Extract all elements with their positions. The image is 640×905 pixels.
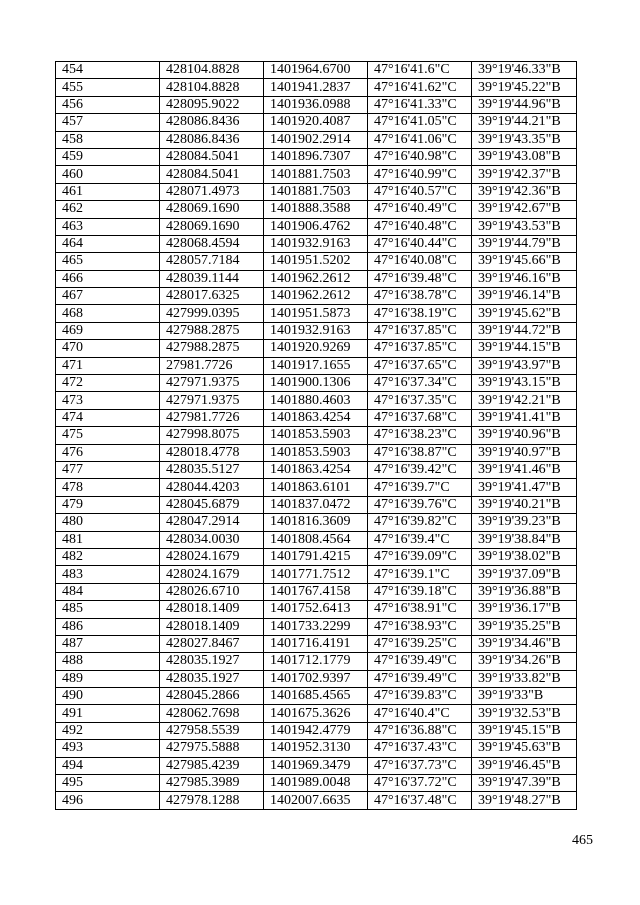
x-coordinate-cell: 428024.1679: [160, 566, 264, 583]
latitude-cell: 47°16'38.78"С: [368, 288, 472, 305]
y-coordinate-cell: 1401716.4191: [264, 635, 368, 652]
longitude-cell: 39°19'46.45"В: [472, 757, 577, 774]
point-number-cell: 496: [56, 792, 160, 809]
x-coordinate-cell: 428068.4594: [160, 235, 264, 252]
table-row: [56, 514, 577, 531]
x-coordinate-cell: 427981.7726: [160, 409, 264, 426]
table-row: [56, 653, 577, 670]
point-number-cell: 495: [56, 775, 160, 792]
point-number-cell: 493: [56, 740, 160, 757]
longitude-cell: 39°19'40.97"В: [472, 444, 577, 461]
table-row: [56, 357, 577, 374]
longitude-cell: 39°19'36.17"В: [472, 601, 577, 618]
x-coordinate-cell: 428027.8467: [160, 635, 264, 652]
table-row: [56, 496, 577, 513]
table-row: [56, 548, 577, 565]
longitude-cell: 39°19'43.53"В: [472, 218, 577, 235]
table-row: [56, 183, 577, 200]
point-number-cell: 457: [56, 114, 160, 131]
longitude-cell: 39°19'44.96"В: [472, 96, 577, 113]
table-row: [56, 322, 577, 339]
table-row: [56, 166, 577, 183]
point-number-cell: 476: [56, 444, 160, 461]
longitude-cell: 39°19'37.09"В: [472, 566, 577, 583]
table-row: [56, 479, 577, 496]
point-number-cell: 465: [56, 253, 160, 270]
x-coordinate-cell: 428026.6710: [160, 583, 264, 600]
x-coordinate-cell: 428018.1409: [160, 601, 264, 618]
table-row: [56, 635, 577, 652]
longitude-cell: 39°19'46.33"В: [472, 62, 577, 79]
x-coordinate-cell: 428071.4973: [160, 183, 264, 200]
page-number: 465: [572, 833, 593, 848]
longitude-cell: 39°19'44.21"В: [472, 114, 577, 131]
longitude-cell: 39°19'38.02"В: [472, 548, 577, 565]
table-row: [56, 566, 577, 583]
latitude-cell: 47°16'37.43"С: [368, 740, 472, 757]
latitude-cell: 47°16'38.23"С: [368, 427, 472, 444]
longitude-cell: 39°19'42.36"В: [472, 183, 577, 200]
point-number-cell: 491: [56, 705, 160, 722]
longitude-cell: 39°19'32.53"В: [472, 705, 577, 722]
longitude-cell: 39°19'42.21"В: [472, 392, 577, 409]
longitude-cell: 39°19'42.67"В: [472, 201, 577, 218]
point-number-cell: 490: [56, 688, 160, 705]
table-row: [56, 409, 577, 426]
x-coordinate-cell: 427978.1288: [160, 792, 264, 809]
table-row: [56, 670, 577, 687]
point-number-cell: 479: [56, 496, 160, 513]
longitude-cell: 39°19'43.97"В: [472, 357, 577, 374]
y-coordinate-cell: 1401952.3130: [264, 740, 368, 757]
point-number-cell: 482: [56, 548, 160, 565]
x-coordinate-cell: 428034.0030: [160, 531, 264, 548]
latitude-cell: 47°16'40.48"С: [368, 218, 472, 235]
latitude-cell: 47°16'39.82"С: [368, 514, 472, 531]
y-coordinate-cell: 1401932.9163: [264, 235, 368, 252]
point-number-cell: 454: [56, 62, 160, 79]
point-number-cell: 480: [56, 514, 160, 531]
latitude-cell: 47°16'38.87"С: [368, 444, 472, 461]
x-coordinate-cell: 428024.1679: [160, 548, 264, 565]
longitude-cell: 39°19'45.63"В: [472, 740, 577, 757]
x-coordinate-cell: 428086.8436: [160, 131, 264, 148]
longitude-cell: 39°19'45.15"В: [472, 722, 577, 739]
y-coordinate-cell: 1401920.9269: [264, 340, 368, 357]
y-coordinate-cell: 1401962.2612: [264, 270, 368, 287]
table-row: [56, 148, 577, 165]
table-row: [56, 235, 577, 252]
y-coordinate-cell: 1401902.2914: [264, 131, 368, 148]
x-coordinate-cell: 428069.1690: [160, 218, 264, 235]
longitude-cell: 39°19'47.39"В: [472, 775, 577, 792]
y-coordinate-cell: 1401837.0472: [264, 496, 368, 513]
latitude-cell: 47°16'40.44"С: [368, 235, 472, 252]
x-coordinate-cell: 428018.1409: [160, 618, 264, 635]
longitude-cell: 39°19'46.14"В: [472, 288, 577, 305]
x-coordinate-cell: 427985.4239: [160, 757, 264, 774]
point-number-cell: 456: [56, 96, 160, 113]
longitude-cell: 39°19'33"В: [472, 688, 577, 705]
table-row: [56, 792, 577, 809]
table-row: [56, 740, 577, 757]
x-coordinate-cell: 428047.2914: [160, 514, 264, 531]
point-number-cell: 478: [56, 479, 160, 496]
table-row: [56, 444, 577, 461]
point-number-cell: 481: [56, 531, 160, 548]
latitude-cell: 47°16'41.62"С: [368, 79, 472, 96]
table-row: [56, 340, 577, 357]
x-coordinate-cell: 427958.5539: [160, 722, 264, 739]
x-coordinate-cell: 428017.6325: [160, 288, 264, 305]
table-row: [56, 601, 577, 618]
latitude-cell: 47°16'39.49"С: [368, 653, 472, 670]
latitude-cell: 47°16'39.18"С: [368, 583, 472, 600]
longitude-cell: 39°19'41.41"В: [472, 409, 577, 426]
point-number-cell: 466: [56, 270, 160, 287]
longitude-cell: 39°19'34.26"В: [472, 653, 577, 670]
latitude-cell: 47°16'40.08"С: [368, 253, 472, 270]
latitude-cell: 47°16'41.06"С: [368, 131, 472, 148]
y-coordinate-cell: 1401969.3479: [264, 757, 368, 774]
point-number-cell: 487: [56, 635, 160, 652]
y-coordinate-cell: 1401881.7503: [264, 183, 368, 200]
table-row: [56, 79, 577, 96]
latitude-cell: 47°16'39.76"С: [368, 496, 472, 513]
y-coordinate-cell: 1401896.7307: [264, 148, 368, 165]
longitude-cell: 39°19'36.88"В: [472, 583, 577, 600]
x-coordinate-cell: 428086.8436: [160, 114, 264, 131]
y-coordinate-cell: 1401853.5903: [264, 444, 368, 461]
table-row: [56, 392, 577, 409]
latitude-cell: 47°16'38.93"С: [368, 618, 472, 635]
point-number-cell: 477: [56, 461, 160, 478]
y-coordinate-cell: 1401816.3609: [264, 514, 368, 531]
table-row: [56, 775, 577, 792]
x-coordinate-cell: 427988.2875: [160, 322, 264, 339]
table-row: [56, 62, 577, 79]
x-coordinate-cell: 427971.9375: [160, 375, 264, 392]
table-row: [56, 288, 577, 305]
point-number-cell: 492: [56, 722, 160, 739]
latitude-cell: 47°16'39.83"С: [368, 688, 472, 705]
longitude-cell: 39°19'41.46"В: [472, 461, 577, 478]
point-number-cell: 461: [56, 183, 160, 200]
y-coordinate-cell: 1401733.2299: [264, 618, 368, 635]
x-coordinate-cell: 428045.2866: [160, 688, 264, 705]
table-row: [56, 705, 577, 722]
y-coordinate-cell: 1401920.4087: [264, 114, 368, 131]
point-number-cell: 489: [56, 670, 160, 687]
table-row: [56, 131, 577, 148]
point-number-cell: 468: [56, 305, 160, 322]
point-number-cell: 486: [56, 618, 160, 635]
y-coordinate-cell: 1401675.3626: [264, 705, 368, 722]
latitude-cell: 47°16'37.72"С: [368, 775, 472, 792]
y-coordinate-cell: 1401863.6101: [264, 479, 368, 496]
point-number-cell: 484: [56, 583, 160, 600]
point-number-cell: 460: [56, 166, 160, 183]
y-coordinate-cell: 1401941.2837: [264, 79, 368, 96]
table-row: [56, 461, 577, 478]
x-coordinate-cell: 428018.4778: [160, 444, 264, 461]
x-coordinate-cell: 428095.9022: [160, 96, 264, 113]
x-coordinate-cell: 428104.8828: [160, 79, 264, 96]
x-coordinate-cell: 428069.1690: [160, 201, 264, 218]
latitude-cell: 47°16'39.25"С: [368, 635, 472, 652]
x-coordinate-cell: 427975.5888: [160, 740, 264, 757]
longitude-cell: 39°19'48.27"В: [472, 792, 577, 809]
point-number-cell: 463: [56, 218, 160, 235]
longitude-cell: 39°19'43.35"В: [472, 131, 577, 148]
latitude-cell: 47°16'39.1"С: [368, 566, 472, 583]
latitude-cell: 47°16'40.49"С: [368, 201, 472, 218]
latitude-cell: 47°16'40.99"С: [368, 166, 472, 183]
latitude-cell: 47°16'39.42"С: [368, 461, 472, 478]
longitude-cell: 39°19'38.84"В: [472, 531, 577, 548]
x-coordinate-cell: 428084.5041: [160, 166, 264, 183]
longitude-cell: 39°19'43.08"В: [472, 148, 577, 165]
point-number-cell: 485: [56, 601, 160, 618]
longitude-cell: 39°19'40.21"В: [472, 496, 577, 513]
x-coordinate-cell: 428039.1144: [160, 270, 264, 287]
y-coordinate-cell: 1401951.5202: [264, 253, 368, 270]
y-coordinate-cell: 1401881.7503: [264, 166, 368, 183]
y-coordinate-cell: 1401791.4215: [264, 548, 368, 565]
point-number-cell: 494: [56, 757, 160, 774]
point-number-cell: 464: [56, 235, 160, 252]
coordinates-table-body: [56, 62, 577, 810]
y-coordinate-cell: 1401808.4564: [264, 531, 368, 548]
x-coordinate-cell: 427998.8075: [160, 427, 264, 444]
point-number-cell: 474: [56, 409, 160, 426]
latitude-cell: 47°16'40.4"С: [368, 705, 472, 722]
point-number-cell: 483: [56, 566, 160, 583]
longitude-cell: 39°19'45.22"В: [472, 79, 577, 96]
table-row: [56, 96, 577, 113]
y-coordinate-cell: 1401685.4565: [264, 688, 368, 705]
point-number-cell: 462: [56, 201, 160, 218]
latitude-cell: 47°16'39.09"С: [368, 548, 472, 565]
latitude-cell: 47°16'40.57"С: [368, 183, 472, 200]
y-coordinate-cell: 1401863.4254: [264, 409, 368, 426]
longitude-cell: 39°19'46.16"В: [472, 270, 577, 287]
longitude-cell: 39°19'44.15"В: [472, 340, 577, 357]
y-coordinate-cell: 1401752.6413: [264, 601, 368, 618]
y-coordinate-cell: 1401989.0048: [264, 775, 368, 792]
x-coordinate-cell: 427985.3989: [160, 775, 264, 792]
latitude-cell: 47°16'41.33"С: [368, 96, 472, 113]
table-row: [56, 427, 577, 444]
x-coordinate-cell: 428062.7698: [160, 705, 264, 722]
longitude-cell: 39°19'44.79"В: [472, 235, 577, 252]
x-coordinate-cell: 428084.5041: [160, 148, 264, 165]
table-row: [56, 531, 577, 548]
latitude-cell: 47°16'37.68"С: [368, 409, 472, 426]
y-coordinate-cell: 1401853.5903: [264, 427, 368, 444]
point-number-cell: 488: [56, 653, 160, 670]
x-coordinate-cell: 428057.7184: [160, 253, 264, 270]
latitude-cell: 47°16'37.85"С: [368, 340, 472, 357]
latitude-cell: 47°16'40.98"С: [368, 148, 472, 165]
latitude-cell: 47°16'39.49"С: [368, 670, 472, 687]
latitude-cell: 47°16'37.35"С: [368, 392, 472, 409]
table-row: [56, 722, 577, 739]
latitude-cell: 47°16'39.48"С: [368, 270, 472, 287]
y-coordinate-cell: 1401900.1306: [264, 375, 368, 392]
longitude-cell: 39°19'35.25"В: [472, 618, 577, 635]
table-row: [56, 305, 577, 322]
coordinates-table: [55, 61, 577, 810]
latitude-cell: 47°16'39.7"С: [368, 479, 472, 496]
point-number-cell: 472: [56, 375, 160, 392]
longitude-cell: 39°19'43.15"В: [472, 375, 577, 392]
y-coordinate-cell: 1401936.0988: [264, 96, 368, 113]
table-row: [56, 688, 577, 705]
x-coordinate-cell: 427999.0395: [160, 305, 264, 322]
table-row: [56, 253, 577, 270]
table-row: [56, 757, 577, 774]
table-row: [56, 618, 577, 635]
point-number-cell: 459: [56, 148, 160, 165]
latitude-cell: 47°16'38.91"С: [368, 601, 472, 618]
x-coordinate-cell: 428035.1927: [160, 670, 264, 687]
longitude-cell: 39°19'45.62"В: [472, 305, 577, 322]
table-row: [56, 114, 577, 131]
latitude-cell: 47°16'37.73"С: [368, 757, 472, 774]
point-number-cell: 471: [56, 357, 160, 374]
y-coordinate-cell: 1401942.4779: [264, 722, 368, 739]
point-number-cell: 467: [56, 288, 160, 305]
y-coordinate-cell: 1401863.4254: [264, 461, 368, 478]
table-row: [56, 583, 577, 600]
latitude-cell: 47°16'41.05"С: [368, 114, 472, 131]
x-coordinate-cell: 428035.5127: [160, 461, 264, 478]
longitude-cell: 39°19'33.82"В: [472, 670, 577, 687]
y-coordinate-cell: 1401964.6700: [264, 62, 368, 79]
y-coordinate-cell: 1401962.2612: [264, 288, 368, 305]
y-coordinate-cell: 1401712.1779: [264, 653, 368, 670]
longitude-cell: 39°19'41.47"В: [472, 479, 577, 496]
longitude-cell: 39°19'45.66"В: [472, 253, 577, 270]
point-number-cell: 458: [56, 131, 160, 148]
latitude-cell: 47°16'37.65"С: [368, 357, 472, 374]
y-coordinate-cell: 1401932.9163: [264, 322, 368, 339]
latitude-cell: 47°16'37.48"С: [368, 792, 472, 809]
x-coordinate-cell: 428045.6879: [160, 496, 264, 513]
x-coordinate-cell: 428035.1927: [160, 653, 264, 670]
latitude-cell: 47°16'41.6"С: [368, 62, 472, 79]
y-coordinate-cell: 1402007.6635: [264, 792, 368, 809]
point-number-cell: 469: [56, 322, 160, 339]
x-coordinate-cell: 27981.7726: [160, 357, 264, 374]
y-coordinate-cell: 1401951.5873: [264, 305, 368, 322]
latitude-cell: 47°16'37.34"С: [368, 375, 472, 392]
latitude-cell: 47°16'39.4"С: [368, 531, 472, 548]
y-coordinate-cell: 1401917.1655: [264, 357, 368, 374]
x-coordinate-cell: 427971.9375: [160, 392, 264, 409]
table-row: [56, 201, 577, 218]
longitude-cell: 39°19'44.72"В: [472, 322, 577, 339]
y-coordinate-cell: 1401771.7512: [264, 566, 368, 583]
y-coordinate-cell: 1401702.9397: [264, 670, 368, 687]
point-number-cell: 475: [56, 427, 160, 444]
latitude-cell: 47°16'36.88"С: [368, 722, 472, 739]
longitude-cell: 39°19'42.37"В: [472, 166, 577, 183]
longitude-cell: 39°19'39.23"В: [472, 514, 577, 531]
y-coordinate-cell: 1401767.4158: [264, 583, 368, 600]
y-coordinate-cell: 1401906.4762: [264, 218, 368, 235]
point-number-cell: 455: [56, 79, 160, 96]
x-coordinate-cell: 427988.2875: [160, 340, 264, 357]
y-coordinate-cell: 1401880.4603: [264, 392, 368, 409]
y-coordinate-cell: 1401888.3588: [264, 201, 368, 218]
table-row: [56, 218, 577, 235]
longitude-cell: 39°19'40.96"В: [472, 427, 577, 444]
latitude-cell: 47°16'38.19"С: [368, 305, 472, 322]
longitude-cell: 39°19'34.46"В: [472, 635, 577, 652]
latitude-cell: 47°16'37.85"С: [368, 322, 472, 339]
point-number-cell: 473: [56, 392, 160, 409]
x-coordinate-cell: 428044.4203: [160, 479, 264, 496]
point-number-cell: 470: [56, 340, 160, 357]
table-row: [56, 270, 577, 287]
x-coordinate-cell: 428104.8828: [160, 62, 264, 79]
table-row: [56, 375, 577, 392]
